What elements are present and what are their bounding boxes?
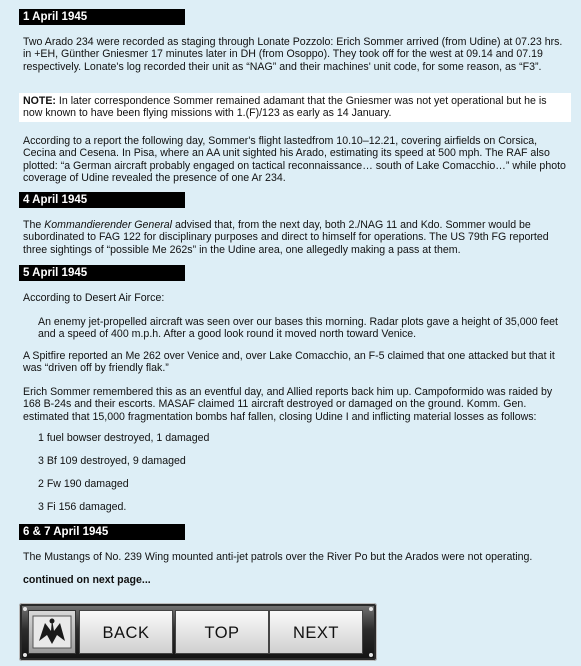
date-heading-5-april: 5 April 1945 (19, 265, 185, 281)
paragraph-5-april-spitfire: A Spitfire reported an Me 262 over Venice and, over Lake Comacchio, an F-5 claimed that one attacked but that it was “driven off by friendly flak.” (23, 350, 555, 375)
date-heading-1-april: 1 April 1945 (19, 9, 185, 25)
bar-stud (369, 607, 373, 611)
navigation-bar (19, 603, 377, 661)
paragraph-5-april-raid: Erich Sommer remembered this as an eventful day, and Allied reports back him up. Campoformido was raided by 168 B-24s and their escorts. MASAF claimed 11 aircraft destroyed or damaged on the ground. Komm. Gen. estimated that 15,000 fragmentation bombs haf fallen, closing Udine I and inflicting material losses as follows: (23, 386, 553, 423)
note-box (19, 93, 571, 122)
note-text: In later correspondence Sommer remained adamant that the Gniesmer was not yet operational but he is now known to have been flying missions with 1.(F)/123 as early as 14 January. (23, 95, 547, 120)
bar-stud (23, 653, 27, 657)
eagle-emblem-icon (28, 610, 76, 654)
list-item: 3 Fi 156 damaged. (38, 501, 127, 513)
date-heading-4-april: 4 April 1945 (19, 192, 185, 208)
paragraph-1-april-staging: Two Arado 234 were recorded as staging through Lonate Pozzolo: Erich Sommer arrived (from Udine) at 07.23 hrs. in +EH, Günther Gniesmer 17 minutes later in DH (from Osoppo). They took off for the west at 09.14 and 07.19 respectively. Lonate's log recorded their unit as “NAG” and their machines' unit code, for some reason, as “F3”. (23, 36, 563, 73)
bar-stud (369, 653, 373, 657)
continued-note: continued on next page... (23, 574, 151, 586)
paragraph-5-april-intro: According to Desert Air Force: (23, 292, 165, 304)
top-button[interactable]: TOP (175, 610, 269, 654)
paragraph-4-april (23, 219, 568, 256)
paragraph-6-7-april: The Mustangs of No. 239 Wing mounted anti-jet patrols over the River Po but the Arados were not operating. (23, 551, 533, 563)
list-item: 1 fuel bowser destroyed, 1 damaged (38, 432, 210, 444)
next-button[interactable]: NEXT (269, 610, 363, 654)
list-item: 2 Fw 190 damaged (38, 478, 129, 490)
paragraph-4-april-pre: The (23, 219, 45, 231)
bar-stud (23, 607, 27, 611)
quote-desert-air-force: An enemy jet-propelled aircraft was seen over our bases this morning. Radar plots gave a height of 35,000 feet and a speed of 400 m.p.h. After a good look round it moved north toward Venice. (38, 316, 558, 341)
paragraph-1-april-report: According to a report the following day, Sommer's flight lastedfrom 10.10–12.21, covering airfields on Corsica, Cecina and Cesena. In Pisa, where an AA unit sighted his Arado, estimating its speed at 500 mph. The RAF also plotted: “a German aircraft probably engaged on tactical reconnaissance… south of Lake Comacchio…” while photo coverage of Udine revealed the presence of one Ar 234. (23, 135, 566, 185)
back-button[interactable]: BACK (79, 610, 173, 654)
list-item: 3 Bf 109 destroyed, 9 damaged (38, 455, 186, 467)
note-label: NOTE: (23, 95, 56, 107)
date-heading-6-7-april: 6 & 7 April 1945 (19, 524, 185, 540)
kommandierender-general-term: Kommandierender General (44, 219, 172, 231)
paragraph-4-april-post: advised that, from the next day, both 2./NAG 11 and Kdo. Sommer would be subordinated to FAG 122 for disciplinary purposes and direct to himself for operations. The US 79th FG reported three sightings of “possible Me 262s” in the Udine area, one allegedly making a pass at them. (23, 219, 549, 256)
